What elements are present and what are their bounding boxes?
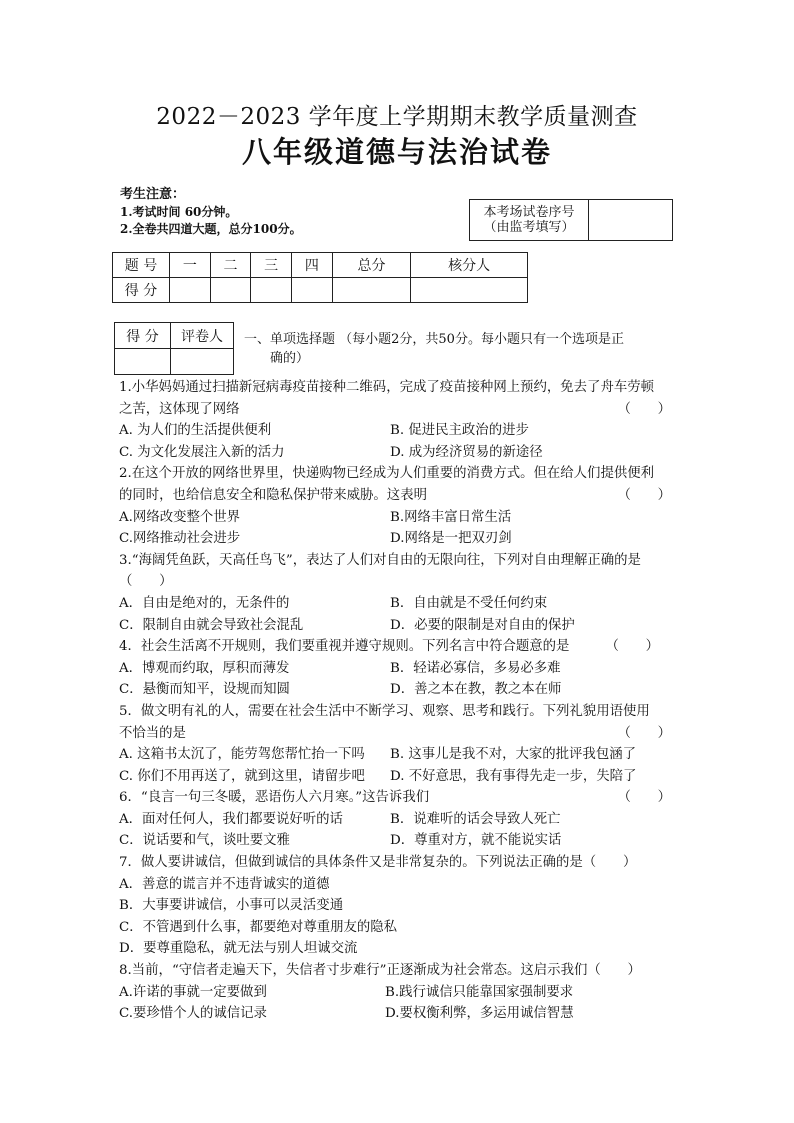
option-1c: C. 为文化发展注入新的活力 xyxy=(119,444,285,460)
score-cell-checker[interactable] xyxy=(411,278,528,303)
question-3-options-row2 xyxy=(119,615,679,637)
question-6-line1-text: 6．“良言一句三冬暖，恶语伤人六月寒。”这告诉我们 xyxy=(119,790,430,806)
option-6d: D．尊重对方，就不能说实话 xyxy=(390,833,562,849)
question-6-options-row1 xyxy=(119,809,679,831)
option-6b: B．说难听的话会导致人死亡 xyxy=(390,811,561,827)
score-cell-1[interactable] xyxy=(170,278,211,303)
question-8-options-row1 xyxy=(119,982,679,1004)
score-header-label: 题 号 xyxy=(113,253,170,278)
question-4-line1-text: 4．社会生活离不开规则，我们要重视并遵守规则。下列名言中符合题意的是 xyxy=(119,639,570,655)
answer-paren-3[interactable]: （ ） xyxy=(119,574,173,590)
question-8-options-row2 xyxy=(119,1003,679,1025)
section1-title-line1: 一、单项选择题 （每小题2分，共50分。每小题只有一个选项是正 xyxy=(244,332,624,347)
question-7 xyxy=(119,852,679,960)
exam-title-line1: 2022－2023 学年度上学期期末教学质量测查 xyxy=(156,104,638,130)
score-cell-3[interactable] xyxy=(251,278,292,303)
option-6c: C．说话要和气，谈吐要文雅 xyxy=(119,833,290,849)
option-3a: A．自由是绝对的，无条件的 xyxy=(119,595,290,611)
option-3d: D．必要的限制是对自由的保护 xyxy=(390,617,575,633)
question-2 xyxy=(119,463,679,549)
score-header-checker: 核分人 xyxy=(411,253,528,278)
question-1-line2-text: 之苦，这体现了网络 xyxy=(119,401,240,417)
question-4-options-row2 xyxy=(119,679,679,701)
option-4b: B．轻诺必寡信，多易必多难 xyxy=(390,660,561,676)
question-1-options-row2 xyxy=(119,442,679,464)
option-2c: C.网络推动社会进步 xyxy=(119,531,241,547)
question-5-options-row2 xyxy=(119,766,679,788)
section1-title-line2: 确的） xyxy=(270,351,310,366)
option-5c: C. 你们不用再送了，就到这里，请留步吧 xyxy=(119,768,365,784)
option-2a: A.网络改变整个世界 xyxy=(119,509,241,525)
answer-paren-2[interactable]: （ ） xyxy=(617,487,671,503)
question-3-line1: 3.“海阔凭鱼跃，天高任鸟飞”，表达了人们对自由的无限向往，下列对自由理解正确的是 xyxy=(119,552,641,568)
question-3-line2 xyxy=(119,571,679,593)
question-2-options-row2 xyxy=(119,528,679,550)
question-2-line2 xyxy=(119,485,679,507)
question-8-line1: 8.当前，“守信者走遍天下，失信者寸步难行”正逐渐成为社会常态。这启示我们（ ） xyxy=(119,963,641,979)
option-4a: A．博观而约取，厚积而薄发 xyxy=(119,660,290,676)
answer-paren-4[interactable]: （ ） xyxy=(605,639,659,655)
option-8a: A.许诺的事就一定要做到 xyxy=(119,984,267,1000)
grader-score-label: 得 分 xyxy=(115,323,171,349)
score-row-label: 得 分 xyxy=(113,278,170,303)
grader-name-cell[interactable] xyxy=(171,349,234,375)
notice-heading: 考生注意： xyxy=(120,187,186,202)
question-8 xyxy=(119,960,679,1025)
score-header-2: 二 xyxy=(210,253,251,278)
notice-item-1: 1.考试时间 60分钟。 xyxy=(120,205,238,219)
option-1a: A. 为人们的生活提供便利 xyxy=(119,423,272,439)
serial-label xyxy=(470,200,589,241)
question-1 xyxy=(119,377,679,463)
question-4-options-row1 xyxy=(119,658,679,680)
option-8d: D.要权衡利弊，多运用诚信智慧 xyxy=(385,1006,574,1022)
section1-title xyxy=(244,330,624,368)
score-cell-total[interactable] xyxy=(332,278,411,303)
answer-paren-6[interactable]: （ ） xyxy=(617,790,671,806)
question-5-line1: 5．做文明有礼的人，需要在社会生活中不断学习、观察、思考和践行。下列礼貌用语使用 xyxy=(119,703,650,719)
option-1b: B. 促进民主政治的进步 xyxy=(390,423,529,439)
serial-label-line1: 本考场试卷序号 xyxy=(483,205,575,220)
question-5-line2-text: 不恰当的是 xyxy=(119,725,186,741)
grader-name-label: 评卷人 xyxy=(171,323,234,349)
option-8b: B.践行诚信只能靠国家强制要求 xyxy=(385,984,574,1000)
grader-score-cell[interactable] xyxy=(115,349,171,375)
question-4 xyxy=(119,636,679,701)
questions-list xyxy=(119,377,679,1025)
score-header-3: 三 xyxy=(251,253,292,278)
option-5b: B. 这事儿是我不对，大家的批评我包涵了 xyxy=(390,747,636,763)
option-1d: D. 成为经济贸易的新途径 xyxy=(390,444,543,460)
question-1-line1: 1.小华妈妈通过扫描新冠病毒疫苗接种二维码，完成了疫苗接种网上预约，免去了舟车劳顿 xyxy=(119,380,655,395)
option-8c: C.要珍惜个人的诚信记录 xyxy=(119,1006,267,1022)
exam-title-line2: 八年级道德与法治试卷 xyxy=(241,135,552,169)
option-7c: C．不管遇到什么事，都要绝对尊重朋友的隐私 xyxy=(119,919,398,935)
option-7b: B．大事要讲诚信，小事可以灵活变通 xyxy=(119,898,344,914)
grader-box xyxy=(114,322,234,375)
question-3-options-row1 xyxy=(119,593,679,615)
score-header-4: 四 xyxy=(292,253,333,278)
question-2-options-row1 xyxy=(119,507,679,529)
serial-value-cell[interactable] xyxy=(589,200,673,241)
question-7-line1: 7．做人要讲诚信，但做到诚信的具体条件又是非常复杂的。下列说法正确的是（ ） xyxy=(119,855,637,871)
question-3 xyxy=(119,550,679,636)
option-2b: B.网络丰富日常生活 xyxy=(390,509,512,525)
serial-number-box xyxy=(469,199,673,241)
score-header-total: 总分 xyxy=(332,253,411,278)
option-6a: A．面对任何人，我们都要说好听的话 xyxy=(119,811,343,827)
question-6-options-row2 xyxy=(119,830,679,852)
option-7a: A．善意的谎言并不违背诚实的道德 xyxy=(119,876,330,892)
question-4-line1 xyxy=(119,636,679,658)
question-5-options-row1 xyxy=(119,744,679,766)
answer-paren-5[interactable]: （ ） xyxy=(617,725,671,741)
question-1-line2 xyxy=(119,399,679,421)
serial-label-line2: （由监考填写） xyxy=(483,220,575,235)
score-cell-4[interactable] xyxy=(292,278,333,303)
score-table xyxy=(112,252,528,303)
notice-item-2: 2.全卷共四道大题，总分100分。 xyxy=(120,222,302,236)
question-5 xyxy=(119,701,679,787)
answer-paren-1[interactable]: （ ） xyxy=(617,401,671,417)
question-1-options-row1 xyxy=(119,420,679,442)
question-2-line1: 2.在这个开放的网络世界里，快递购物已经成为人们重要的消费方式。但在给人们提供便利 xyxy=(119,466,655,482)
question-5-line2 xyxy=(119,723,679,745)
question-6-line1 xyxy=(119,787,679,809)
score-cell-2[interactable] xyxy=(210,278,251,303)
score-header-1: 一 xyxy=(170,253,211,278)
option-3b: B．自由就是不受任何约束 xyxy=(390,595,548,611)
option-4c: C．悬衡而知平，设规而知圆 xyxy=(119,682,290,698)
question-2-line2-text: 的同时，也给信息安全和隐私保护带来威胁。这表明 xyxy=(119,487,427,503)
option-5a: A. 这箱书太沉了，能劳驾您帮忙抬一下吗 xyxy=(119,747,365,763)
option-4d: D．善之本在教，教之本在师 xyxy=(390,682,562,698)
option-3c: C．限制自由就会导致社会混乱 xyxy=(119,617,304,633)
option-7d: D．要尊重隐私，就无法与别人坦诚交流 xyxy=(119,941,358,957)
option-5d: D. 不好意思，我有事得先走一步，失陪了 xyxy=(390,768,637,784)
option-2d: D.网络是一把双刃剑 xyxy=(390,531,512,547)
question-6 xyxy=(119,787,679,852)
